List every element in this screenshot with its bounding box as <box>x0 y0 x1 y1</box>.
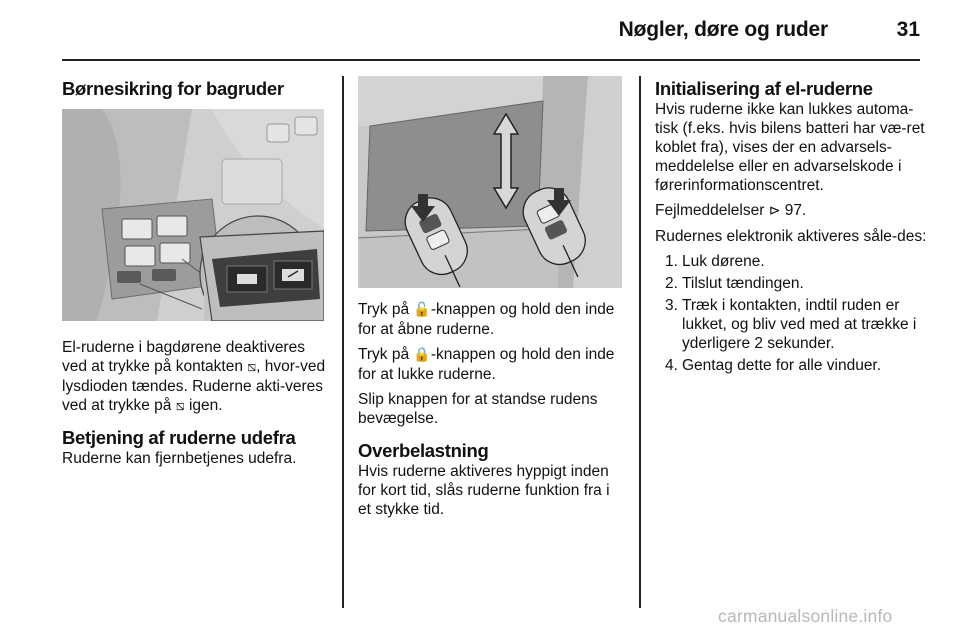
key-lock-icon: 🔒 <box>413 347 431 363</box>
paragraph-open-windows: Tryk på 🔓-knappen og hold den inde for at åbne ruderne. <box>358 301 615 338</box>
section-heading-remote: Betjening af ruderne udefra <box>62 427 296 448</box>
steps-list <box>655 252 930 375</box>
child-lock-switch-icon: ⧅ <box>175 398 185 414</box>
column-divider-1 <box>342 76 344 608</box>
child-lock-switch-icon: ⧅ <box>247 359 257 375</box>
remote-key-window-illustration <box>358 76 622 288</box>
watermark: carmanualsonline.info <box>718 606 893 626</box>
section-heading-overload: Overbelastning <box>358 440 489 461</box>
page-reference-arrow-icon: ⊳ <box>768 203 781 219</box>
paragraph-initialisation-intro: Hvis ruderne ikke kan lukkes automa-tisk (f.eks. hvis bilens batteri har væ-ret koblet fra), vises der en advarsels-meddelelse eller en advarselskode i førerinformationscentret. <box>655 101 925 194</box>
column-1 <box>62 76 328 474</box>
page-header <box>62 14 920 50</box>
list-item: 1. Luk dørene. <box>665 253 765 270</box>
door-switch-illustration <box>62 109 324 321</box>
header-rule <box>62 59 920 61</box>
key-unlock-icon: 🔓 <box>413 302 431 318</box>
paragraph-activation: Rudernes elektronik aktiveres såle-des: <box>655 228 927 245</box>
page-number: 31 <box>896 18 920 41</box>
paragraph-release-button: Slip knappen for at standse rudens bevægelse. <box>358 391 598 427</box>
column-divider-2 <box>639 76 641 608</box>
list-item: 2. Tilslut tændingen. <box>665 275 804 292</box>
section-heading-initialisation: Initialisering af el-ruderne <box>655 78 873 99</box>
header-title: Nøgler, døre og ruder <box>618 18 828 41</box>
paragraph-overload: Hvis ruderne aktiveres hyppigt inden for kort tid, slås ruderne funktion fra i et stykke tid. <box>358 463 610 518</box>
column-3 <box>655 76 930 378</box>
list-item: 3. Træk i kontakten, indtil ruden er lukket, og bliv ved med at trække i yderligere 2 sekunder. <box>665 297 917 352</box>
paragraph-child-lock: El-ruderne i bagdørene deaktiveres ved at trykke på kontakten ⧅, hvor-ved lysdioden tændes. Ruderne akti-veres ved at trykke på ⧅ igen. <box>62 339 326 414</box>
paragraph-close-windows: Tryk på 🔒-knappen og hold den inde for at lukke ruderne. <box>358 346 615 383</box>
column-2 <box>358 76 624 525</box>
paragraph-remote: Ruderne kan fjernbetjenes udefra. <box>62 450 297 467</box>
section-heading-child-lock: Børnesikring for bagruder <box>62 78 284 99</box>
list-item: 4. Gentag dette for alle vinduer. <box>665 357 882 374</box>
paragraph-error-messages: Fejlmeddelelser ⊳ 97. <box>655 202 807 219</box>
